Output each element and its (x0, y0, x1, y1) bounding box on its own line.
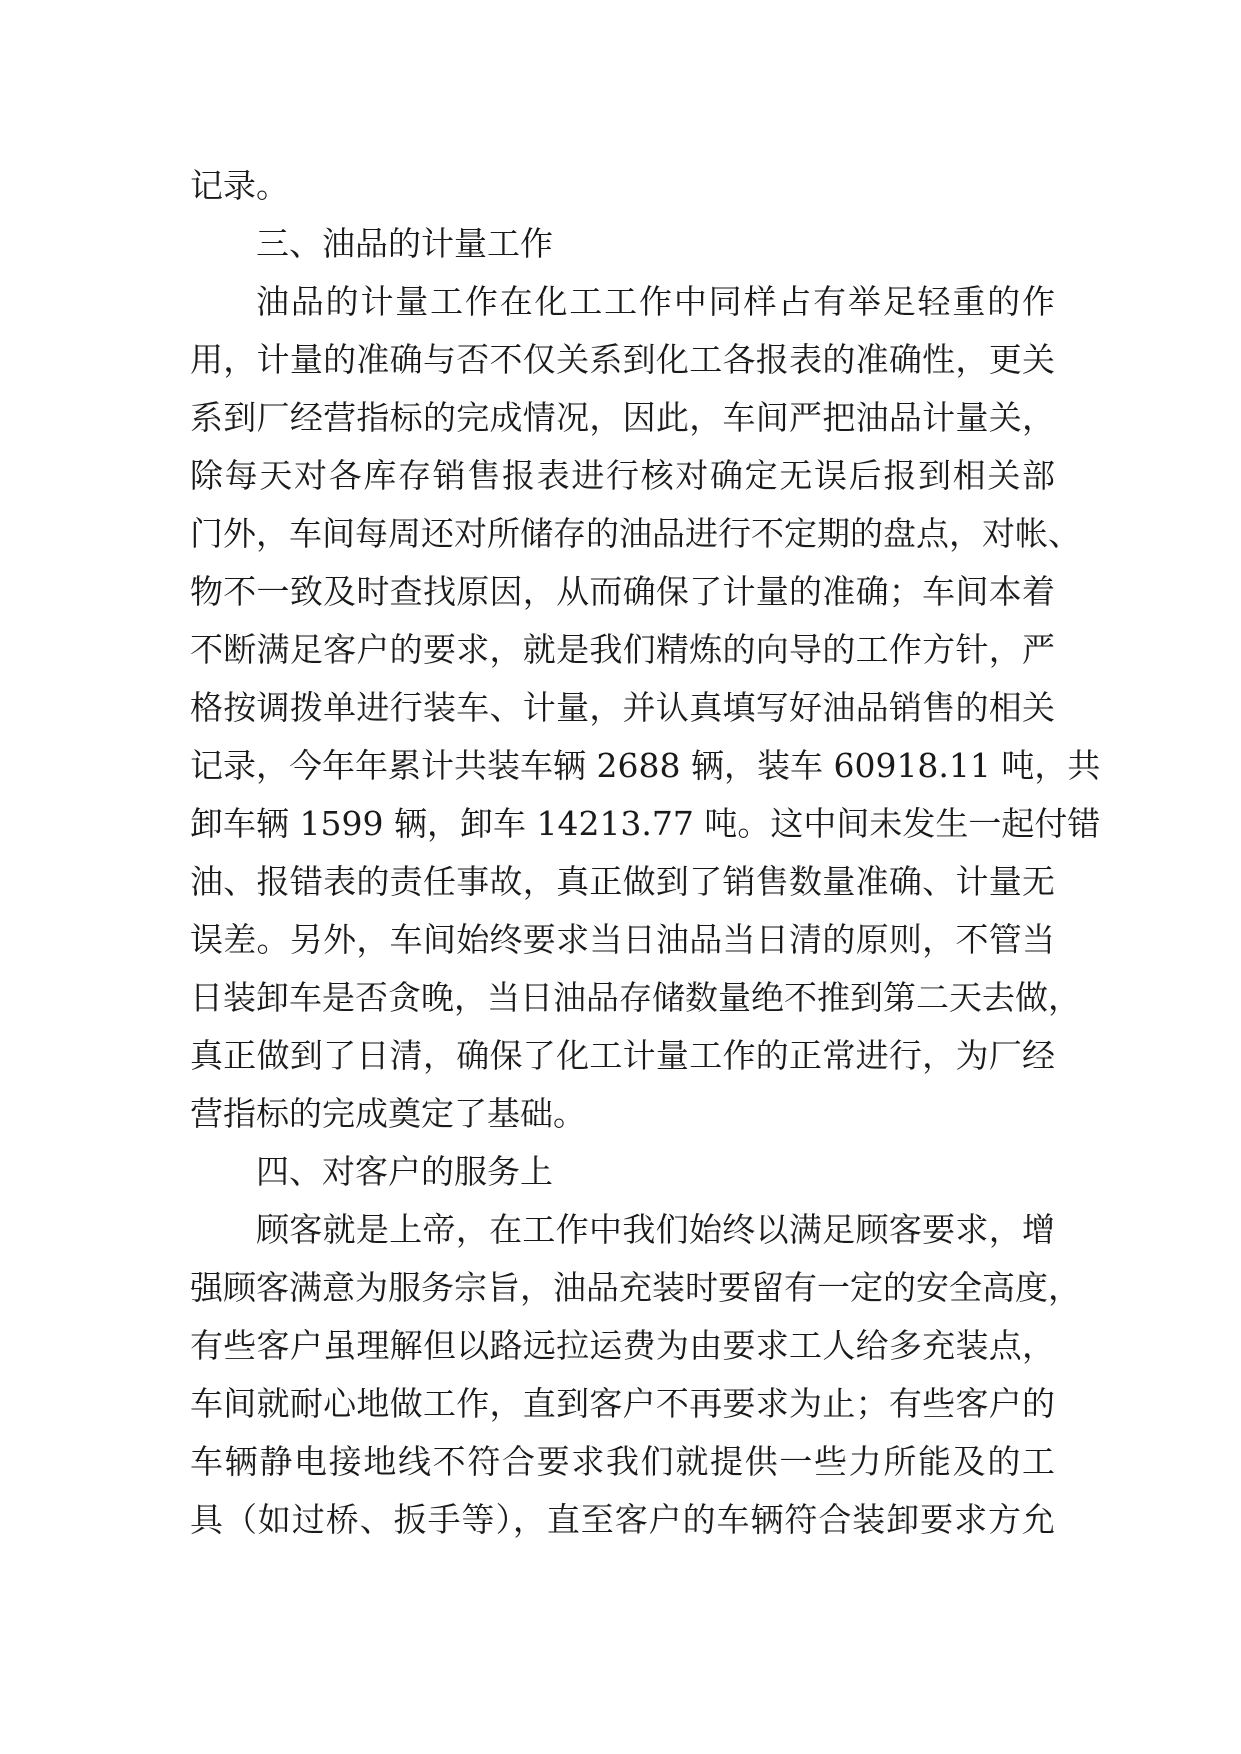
document-body (190, 157, 1101, 1549)
paragraph-line: 具（如过桥、扳手等），直至客户的车辆符合装卸要求方允 (190, 1500, 1055, 1539)
paragraph-line: 日装卸车是否贪晚，当日油品存储数量绝不推到第二天去做， (190, 978, 1081, 1017)
paragraph-line: 顾客就是上帝，在工作中我们始终以满足顾客要求，增 (256, 1210, 1055, 1249)
paragraph-line: 油、报错表的责任事故，真正做到了销售数量准确、计量无 (190, 862, 1055, 901)
paragraph-line: 强顾客满意为服务宗旨，油品充装时要留有一定的安全高度， (190, 1268, 1081, 1307)
paragraph-line: 记录。 (190, 166, 289, 205)
paragraph-line: 车辆静电接地线不符合要求我们就提供一些力所能及的工 (190, 1442, 1055, 1481)
section-heading: 三、油品的计量工作 (256, 224, 553, 263)
paragraph-line: 系到厂经营指标的完成情况，因此，车间严把油品计量关， (190, 398, 1055, 437)
paragraph-line: 除每天对各库存销售报表进行核对确定无误后报到相关部 (190, 456, 1055, 495)
paragraph-line: 格按调拨单进行装车、计量，并认真填写好油品销售的相关 (190, 688, 1055, 727)
paragraph-line: 不断满足客户的要求，就是我们精炼的向导的工作方针，严 (190, 630, 1055, 669)
paragraph-line: 有些客户虽理解但以路远拉运费为由要求工人给多充装点， (190, 1326, 1055, 1365)
paragraph-line: 车间就耐心地做工作，直到客户不再要求为止；有些客户的 (190, 1384, 1055, 1423)
paragraph-line: 营指标的完成奠定了基础。 (190, 1094, 586, 1133)
paragraph-line: 门外，车间每周还对所储存的油品进行不定期的盘点，对帐、 (190, 514, 1081, 553)
paragraph-line: 用，计量的准确与否不仅关系到化工各报表的准确性，更关 (190, 340, 1055, 379)
paragraph-line: 误差。另外，车间始终要求当日油品当日清的原则，不管当 (190, 920, 1055, 959)
paragraph-line: 油品的计量工作在化工工作中同样占有举足轻重的作 (256, 282, 1055, 321)
paragraph-line: 物不一致及时查找原因，从而确保了计量的准确；车间本着 (190, 572, 1055, 611)
paragraph-line: 记录，今年年累计共装车辆 2688 辆，装车 60918.11 吨，共 (190, 746, 1101, 785)
paragraph-line: 卸车辆 1599 辆，卸车 14213.77 吨。这中间未发生一起付错 (190, 804, 1101, 843)
section-heading: 四、对客户的服务上 (256, 1152, 553, 1191)
paragraph-line: 真正做到了日清，确保了化工计量工作的正常进行，为厂经 (190, 1036, 1055, 1075)
